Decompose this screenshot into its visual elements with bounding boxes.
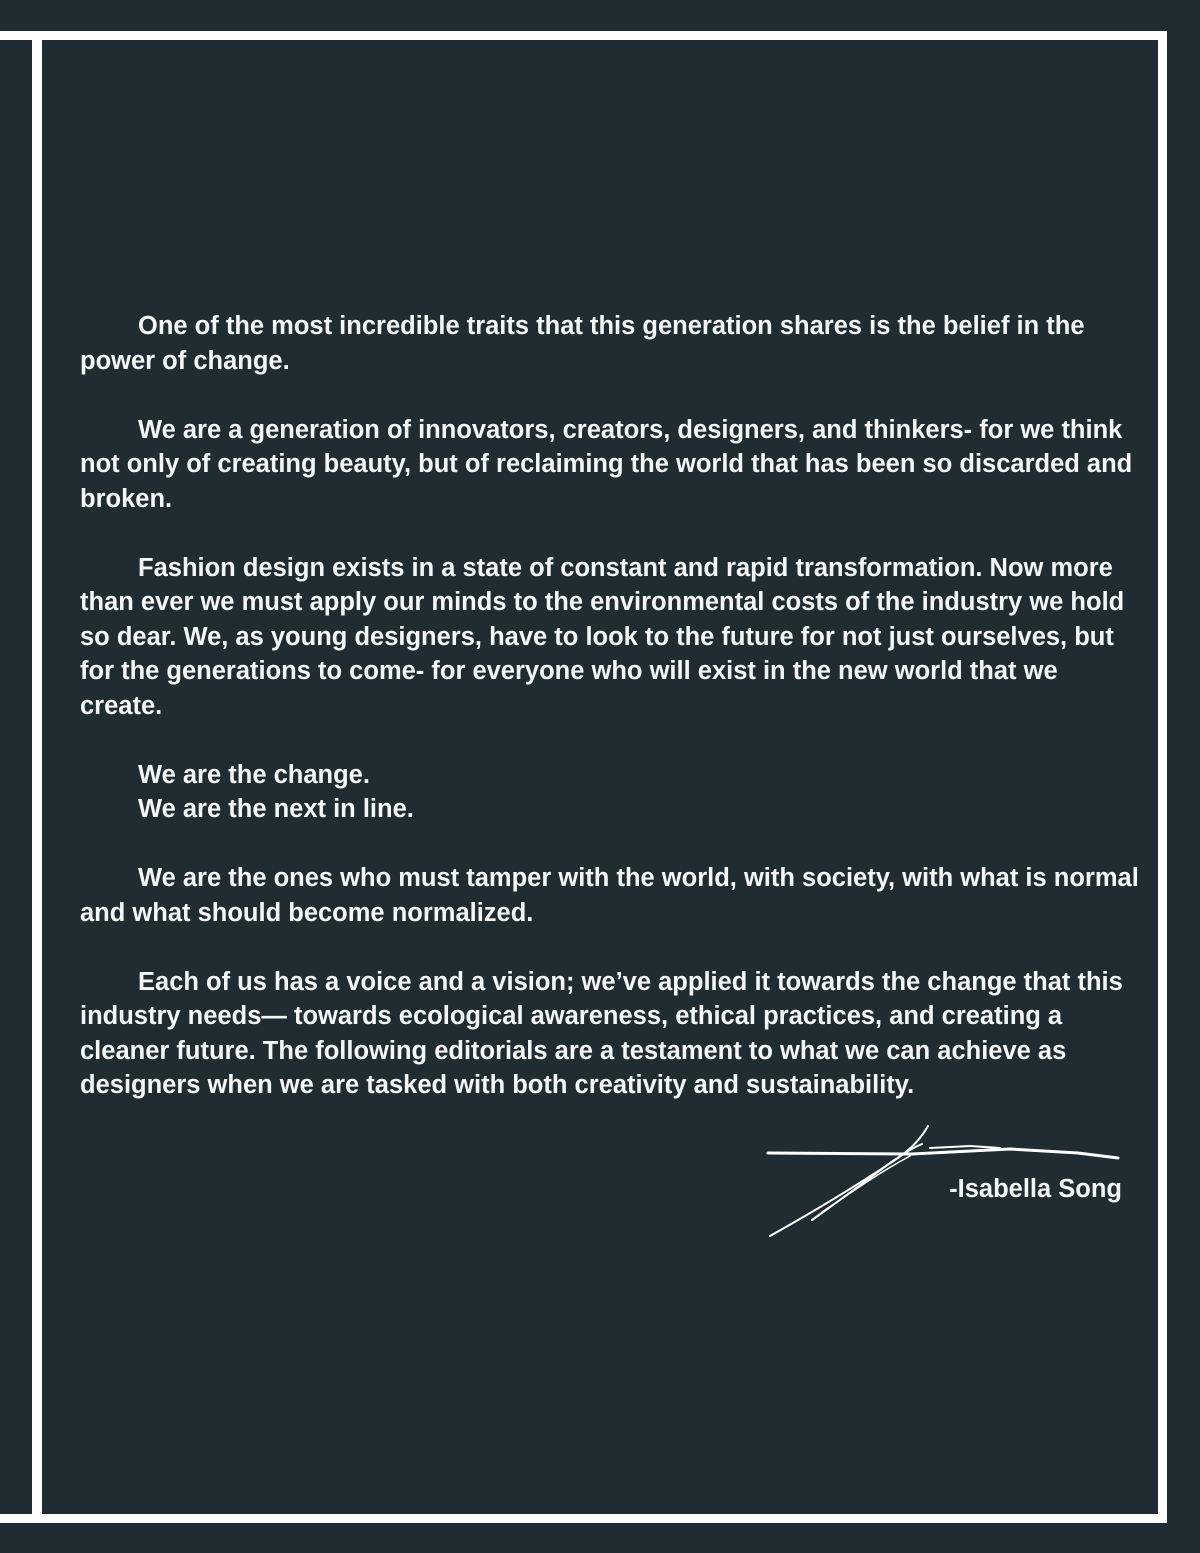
letter-paragraph-3: Fashion design exists in a state of constant and rapid transformation. Now more than ever we must apply our minds to the environmental costs of the industry we hold so dear. We, as young designers, have to look to the future for not just ourselves, but for the generations to come- for everyone who will exist in the new world that we create.	[80, 553, 1125, 720]
frame-top-border	[0, 31, 1167, 40]
frame-bottom-border	[0, 1514, 1167, 1523]
letter-paragraph-1: One of the most incredible traits that this generation shares is the belief in the power of change.	[80, 312, 1085, 375]
letter-short-lines	[80, 758, 1140, 827]
signature-name: -Isabella Song	[949, 1175, 1122, 1203]
letter-paragraph-4: We are the ones who must tamper with the world, with society, with what is normal and what should become normalized.	[80, 864, 1139, 927]
short-line-2: We are the next in line.	[138, 795, 414, 823]
frame-right-border	[1158, 31, 1167, 1523]
letter-paragraph-2: We are a generation of innovators, creators, designers, and thinkers- for we think not only of creating beauty, but of reclaiming the world that has been so discarded and broken.	[80, 415, 1133, 513]
frame-left-border	[32, 31, 42, 1523]
short-line-1: We are the change.	[138, 760, 370, 789]
letter-paragraph-5: Each of us has a voice and a vision; we’ve applied it towards the change that this industry needs— towards ecological awareness, ethical practices, and creating a cleaner future. The following editorials are a testament to what we can achieve as designers when we are tasked with both creativity and sustainability.	[80, 967, 1123, 1099]
editor-letter	[80, 309, 1140, 1137]
